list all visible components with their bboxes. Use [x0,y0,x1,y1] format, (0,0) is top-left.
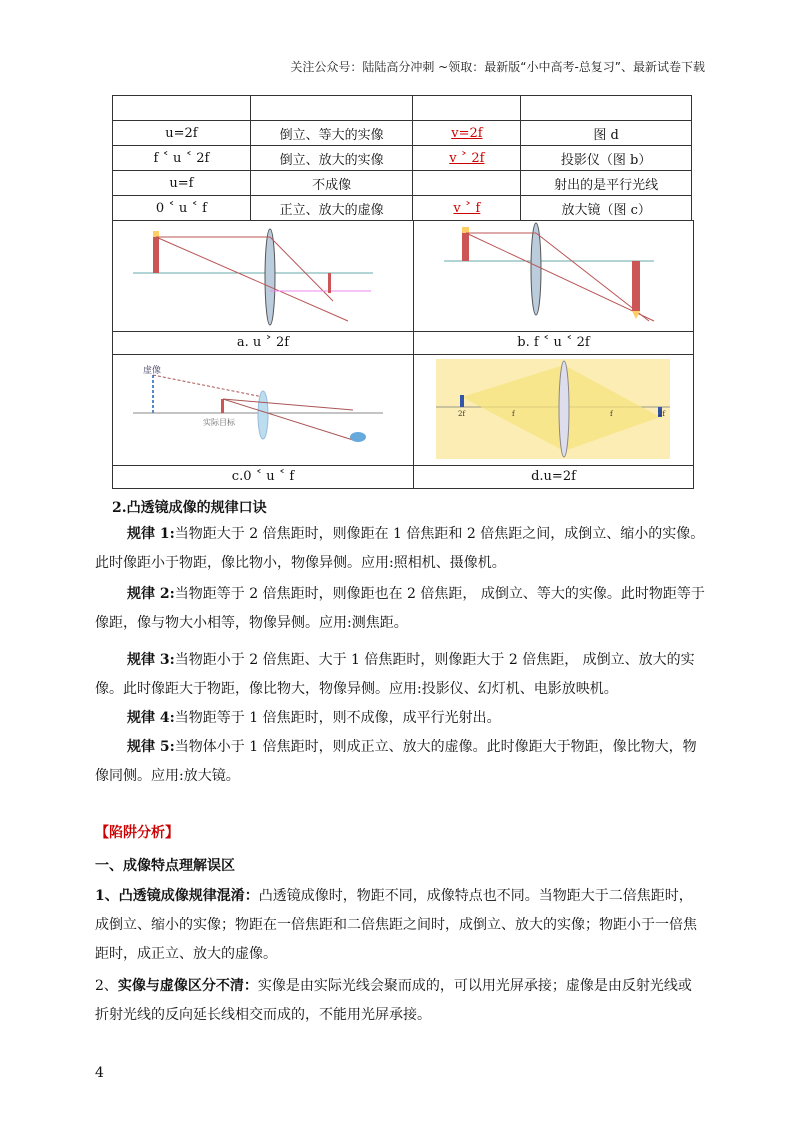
diagram-c [113,355,413,465]
figure-a [112,220,414,332]
table-row: 0 ˂ u ˂ f 正立、放大的虚像 v ˃ f 放大镜（图 c） [113,196,692,221]
trap-2: 2、实像与虚像区分不清：实像是由实际光线会聚而成的，可以用光屏承接；虚像是由反射光线或折射光线的反向延长线相交而成的，不能用光屏承接。 [95,978,692,1023]
figure-d-caption: d.u=2f [413,465,694,489]
object-label: 实际目标 [203,418,235,427]
label-f-right: f [610,410,613,418]
figure-a-caption: a. u ˃ 2f [112,331,414,355]
rule-2: 规律 2:当物距等于 2 倍焦距时，则像距也在 2 倍焦距， 成倒立、等大的实像。此时物距等于像距，像与物大小相等，物像异侧。应用:测焦距。 [95,586,705,631]
trap-title: 【陷阱分析】 [95,825,179,841]
figure-c-caption: c.0 ˂ u ˂ f [112,465,414,489]
figure-b [413,220,694,332]
figure-b-caption: b. f ˂ u ˂ 2f [413,331,694,355]
figure-d [413,354,694,466]
figure-c [112,354,414,466]
diagram-a [113,221,413,331]
page-number: 4 [95,1065,104,1081]
imaging-table [112,95,692,221]
table-row [113,96,692,121]
page-header: 关注公众号：陆陆高分冲刺 ~领取：最新版“小中高考-总复习”、最新试卷下载 [290,60,705,74]
trap-1: 1、凸透镜成像规律混淆：凸透镜成像时，物距不同，成像特点也不同。当物距大于二倍焦距时，成倒立、缩小的实像；物距在一倍焦距和二倍焦距之间时，成倒立、放大的实像；物距小于一倍焦距时，成正立、放大的虚像。 [95,888,697,962]
rule-3: 规律 3:当物距小于 2 倍焦距、大于 1 倍焦距时，则像距大于 2 倍焦距， 成倒立、放大的实像。此时像距大于物距，像比物大，物像异侧。应用:投影仪、幻灯机、电影放映机。 [95,652,695,697]
virtual-image-label: 虚像 [143,366,162,376]
diagram-b [414,221,693,331]
table-row: u=2f 倒立、等大的实像 v=2f 图 d [113,121,692,146]
table-row: u=f 不成像 射出的是平行光线 [113,171,692,196]
rule-1: 规律 1:当物距大于 2 倍焦距时，则像距在 1 倍焦距和 2 倍焦距之间，成倒立、缩小的实像。此时像距小于物距，像比物小，物像异侧。应用:照相机、摄像机。 [95,526,705,571]
label-2f-left: 2f [458,410,466,418]
section-title: 2.凸透镜成像的规律口诀 [112,500,267,516]
diagram-d [414,355,693,465]
table-row: f ˂ u ˂ 2f 倒立、放大的实像 v ˃ 2f 投影仪（图 b） [113,146,692,171]
rule-5: 规律 5:当物体小于 1 倍焦距时，则成正立、放大的虚像。此时像距大于物距，像比物大，物像同侧。应用:放大镜。 [95,739,697,784]
label-2f-right: 2f [658,410,666,418]
label-f-left: f [512,410,515,418]
trap-subtitle: 一、成像特点理解误区 [95,858,235,874]
rule-4: 规律 4:当物距等于 1 倍焦距时，则不成像，成平行光射出。 [127,710,501,726]
